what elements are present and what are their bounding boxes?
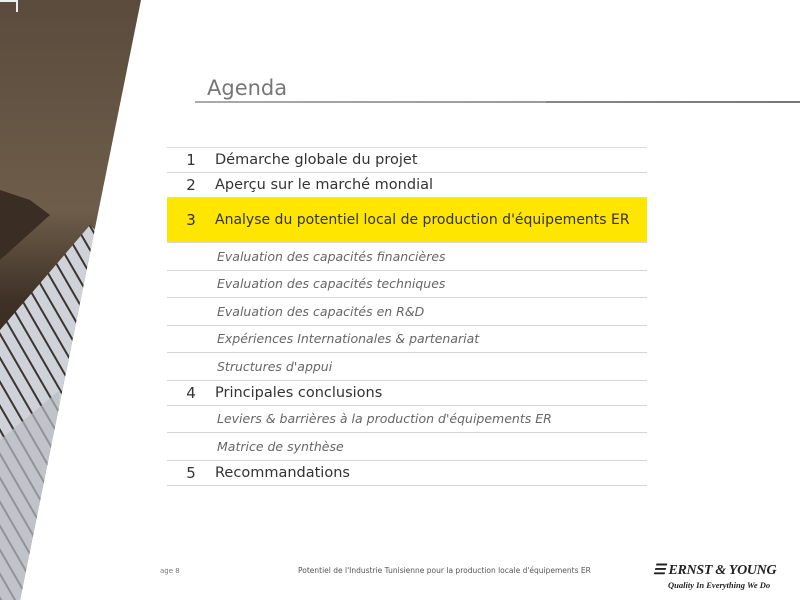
item-label: Evaluation des capacités techniques	[217, 276, 446, 292]
agenda-item	[167, 198, 647, 243]
solar-panels-photo	[0, 0, 145, 600]
item-label: Analyse du potentiel local de production d'équipements ER	[215, 212, 630, 228]
agenda-subitem	[167, 326, 647, 354]
agenda-subitem	[167, 353, 647, 381]
agenda-list	[167, 147, 647, 486]
page-number: age 8	[160, 567, 180, 575]
item-label: Recommandations	[215, 464, 350, 481]
agenda-item	[167, 173, 647, 198]
logo-wordmark: ☰ ERNST & YOUNG	[653, 563, 777, 578]
title-divider	[195, 101, 800, 103]
item-label: Structures d'appui	[217, 358, 333, 374]
item-number: 4	[186, 383, 196, 402]
item-label: Evaluation des capacités financières	[217, 248, 446, 264]
item-number: 1	[186, 151, 196, 169]
item-number: 3	[186, 211, 196, 229]
item-label: Leviers & barrières à la production d'équipements ER	[217, 411, 552, 427]
agenda-subitem	[167, 433, 647, 461]
item-label: Expériences Internationales & partenariat	[217, 331, 480, 347]
item-label: Matrice de synthèse	[217, 438, 344, 454]
item-label: Evaluation des capacités en R&D	[217, 303, 425, 319]
agenda-subitem	[167, 243, 647, 271]
ernst-young-logo	[653, 562, 776, 590]
agenda-item	[167, 148, 647, 173]
item-number: 5	[186, 463, 196, 482]
page-title: Agenda	[207, 76, 288, 100]
agenda-item	[167, 461, 647, 486]
item-label: Aperçu sur le marché mondial	[215, 177, 434, 193]
logo-tagline: Quality In Everything We Do	[668, 580, 771, 590]
item-label: Principales conclusions	[215, 384, 383, 401]
agenda-item	[167, 381, 647, 406]
agenda-subitem	[167, 406, 647, 434]
item-number: 2	[186, 176, 196, 194]
item-label: Démarche globale du projet	[215, 152, 418, 168]
agenda-subitem	[167, 271, 647, 299]
agenda-subitem	[167, 298, 647, 326]
footer-text: Potentiel de l'Industrie Tunisienne pour la production locale d'équipements ER	[298, 566, 591, 575]
